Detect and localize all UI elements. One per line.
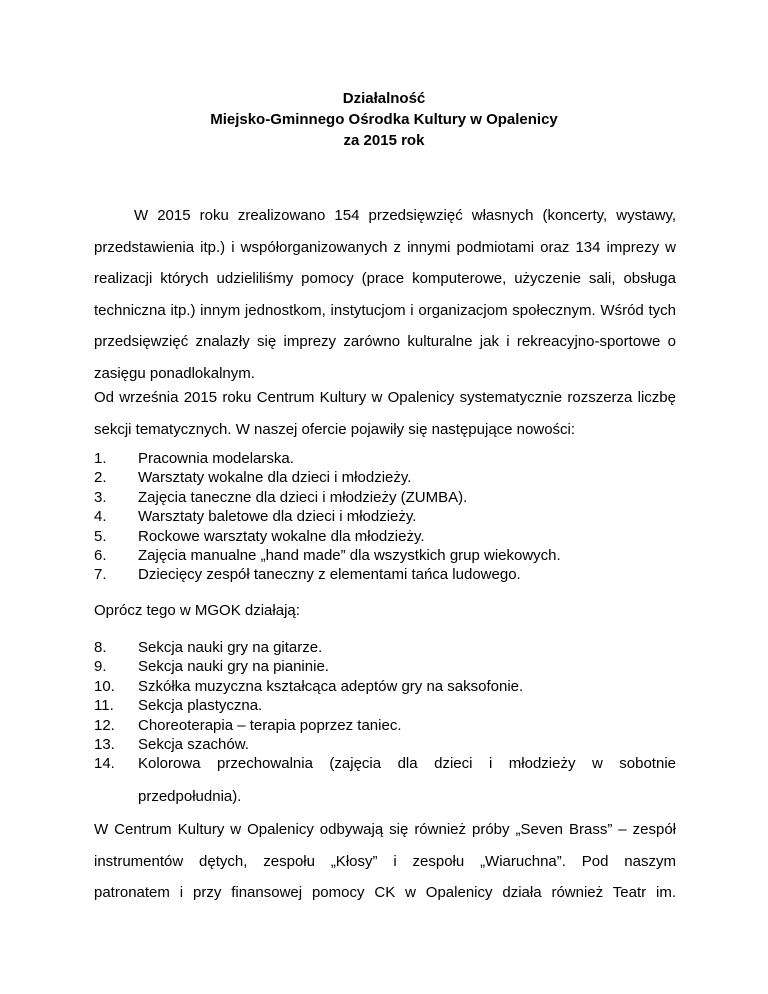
list-item-number: 2.: [94, 469, 107, 487]
paragraph-new-sections-intro: Od września 2015 roku Centrum Kultury w Opalenicy systematycznie rozszerza liczbę sekcji tematycznych. W naszej ofercie pojawiły się następujące nowości:: [94, 389, 676, 438]
list-item-number: 1.: [94, 450, 107, 467]
title-line-1: Działalność: [342, 90, 426, 107]
list-item: [94, 527, 676, 546]
list-item: [94, 449, 676, 468]
title-line-3: za 2015 rok: [343, 132, 425, 149]
list-item-number: 11.: [94, 697, 114, 715]
list-item: [94, 638, 676, 657]
list-item-number: 9.: [94, 658, 107, 676]
list-item-text: Choreoterapia – terapia poprzez taniec.: [138, 716, 402, 734]
list-item-text: Sekcja nauki gry na gitarze.: [138, 639, 323, 656]
list-item: [94, 507, 676, 526]
paragraph-rehearsals: [94, 814, 676, 909]
list-item: [94, 677, 676, 696]
list-item-text: Zajęcia manualne „hand made” dla wszystkich grup wiekowych.: [138, 547, 561, 565]
existing-sections-list: [94, 638, 676, 806]
new-sections-list: [94, 449, 676, 585]
paragraph-summary-2015: W 2015 roku zrealizowano 154 przedsięwzięć własnych (koncerty, wystawy, przedstawienia itp.) i współorganizowanych z innymi podmiotami oraz 134 imprezy w realizacji których udzieliliśmy pomocy (prace komputerowe, użyczenie sali, obsługa techniczna itp.) innym jednostkom, instytucjom i organizacjom społecznym. Wśród tych przedsięwzięć znalazły się imprezy zarówno kulturalne jak i rekreacyjno-sportowe o zasięgu ponadlokalnym.: [94, 207, 676, 382]
document-title: [0, 88, 768, 151]
title-line-2: Miejsko-Gminnego Ośrodka Kultury w Opalenicy: [210, 111, 558, 128]
list-item: [94, 657, 676, 676]
list-item-number: 13.: [94, 736, 115, 754]
list-item: [94, 468, 676, 487]
paragraph-line-1: W Centrum Kultury w Opalenicy odbywają się również próby „Seven Brass” – zespół: [94, 821, 676, 838]
list-item-text: Dziecięcy zespół taneczny z elementami tańca ludowego.: [138, 566, 521, 584]
list-item-text: Rockowe warsztaty wokalne dla młodzieży.: [138, 527, 425, 545]
list-item-text: Warsztaty baletowe dla dzieci i młodzieży.: [138, 508, 417, 526]
existing-sections-intro: Oprócz tego w MGOK działają:: [94, 602, 300, 619]
list-item: [94, 565, 676, 584]
list-item: [94, 716, 676, 735]
list-item-text: Sekcja szachów.: [138, 736, 249, 754]
list-item-number: 6.: [94, 547, 107, 565]
list-item-number: 12.: [94, 716, 115, 734]
list-item-text: Pracownia modelarska.: [138, 450, 294, 467]
list-item-text: Sekcja nauki gry na pianinie.: [138, 658, 329, 676]
list-item-text: Sekcja plastyczna.: [138, 697, 263, 715]
list-item: [94, 696, 676, 715]
list-item-text: Zajęcia taneczne dla dzieci i młodzieży (ZUMBA).: [138, 488, 468, 506]
list-item-number: 14.: [94, 755, 115, 773]
list-item: [94, 754, 676, 806]
list-item: [94, 735, 676, 754]
list-item: [94, 546, 676, 565]
list-item-text-line-2: przedpołudnia).: [138, 787, 242, 805]
list-item-text: Szkółka muzyczna kształcąca adeptów gry na saksofonie.: [138, 677, 524, 695]
list-item-number: 7.: [94, 566, 107, 584]
paragraph-line-2: instrumentów dętych, zespołu „Kłosy” i zespołu „Wiaruchna”. Pod naszym: [94, 852, 676, 870]
list-item-number: 8.: [94, 639, 107, 656]
list-item-number: 5.: [94, 527, 107, 545]
list-item-text-line-1: Kolorowa przechowalnia (zajęcia dla dzieci i młodzieży w sobotnie: [138, 755, 676, 773]
list-item-number: 3.: [94, 488, 107, 506]
list-item-number: 10.: [94, 677, 115, 695]
list-item-text: Warsztaty wokalne dla dzieci i młodzieży.: [138, 469, 412, 487]
list-item: [94, 488, 676, 507]
paragraph-line-3: patronatem i przy finansowej pomocy CK w Opalenicy działa również Teatr im.: [94, 884, 676, 901]
list-item-number: 4.: [94, 508, 107, 526]
